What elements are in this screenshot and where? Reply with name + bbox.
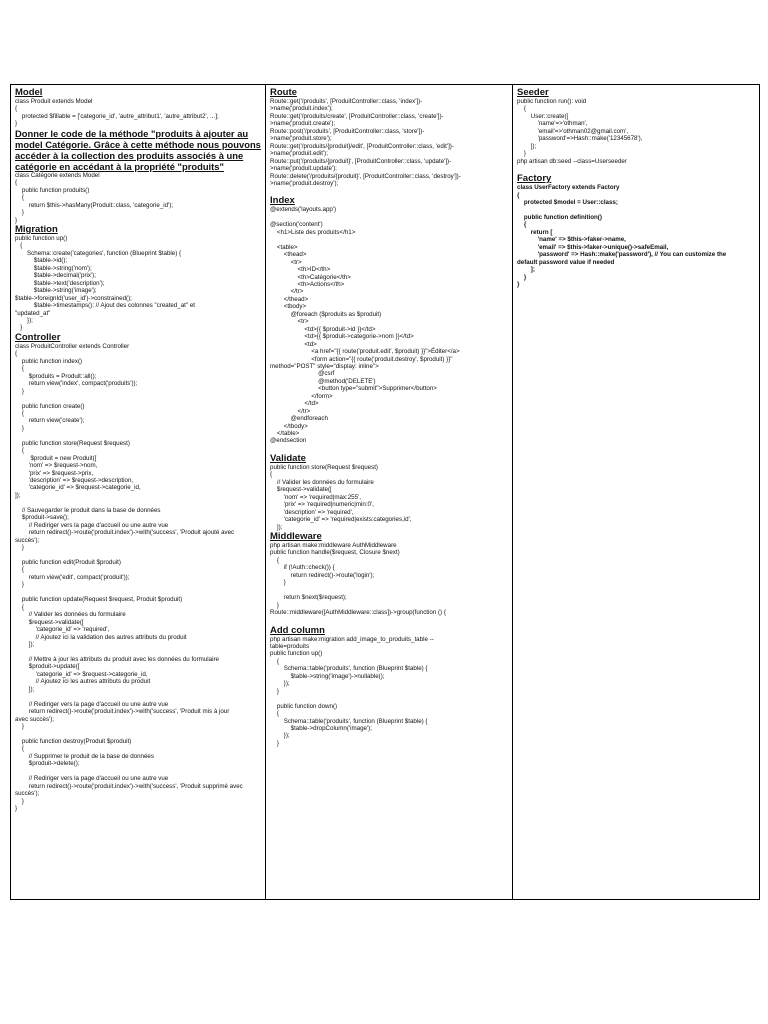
controller-title: Controller [15, 331, 61, 343]
migration-code: public function up() { Schema::create('categories', function (Blueprint $table) { $table->id(); $table->string('nom'); $table->decimal('prix'); $table->text('description'); $table->string('image'); $table->foreignId('user_id')->constrained(); $table->timestamps(); // Ajout des colonnes "created_at" et "updated_at" }); } [15, 234, 195, 332]
controller-code: class ProduitController extends Controller { public function index() { $produits = Produit::all(); return view('index', compact('produits')); } public function create() { return view('create'); } public function store(Request $request) { $produit = new Produit([ 'nom' => $request->nom, 'prix' => $request->prix, 'description' => $request->description, 'categorie_id' => $request->categorie_id, ]); // Sauvegarder le produit dans la base de données $produit->save(); // Rediriger vers la page d'accueil ou une autre vue return redirect()->route('produit.index')->with('success', 'Produit ajouté avec succès'); } public function edit(Produit $produit) { return view('edit', compact('produit')); } public function update(Request $request, Produit $produit) { // Valider les données du formulaire $request->validate([ 'categorie_id' => 'required', // Ajoutez ici la validation des autres attributs du produit ]); // Mettre à jour les attributs du produit avec les données du formulaire $produit->update([ 'categorie_id' => $request->categorie_id, // Ajoutez ici les autres attributs du produit ]); // Rediriger vers la page d'accueil ou une autre vue return redirect()->route('produit.index')->with('success', 'Produit mis à jour avec succès'); } public function destroy(Produit $produit) { // Supprimer le produit de la base de données $produit->delete(); // Rediriger vers la page d'accueil ou une autre vue return redirect()->route('produit.index')->with('success', 'Produit supprimé avec succès'); } } [15, 342, 243, 812]
column-seeder-factory [513, 85, 759, 899]
addcolumn-title: Add column [270, 624, 325, 636]
model-title: Model [15, 87, 43, 98]
addcolumn-code: php artisan make:migration add_image_to_produits_table -- table=produits public function up() { Schema::table('produits', function (Blueprint $table) { $table->string('image')->nullable(); }); } public function down() { Schema::table('produits', function (Blueprint $table) { $table->dropColumn('image'); }); } [270, 635, 434, 747]
validate-title: Validate [270, 452, 306, 464]
middleware-title: Middleware [270, 531, 322, 543]
factory-title: Factory [517, 173, 552, 185]
categorie-model-code: class Catégorie extends Model { public function produits() { return $this->hasMany(Produit::class, 'categorie_id'); } } [15, 171, 173, 224]
seeder-code: public function run(): void { User::create([ 'name'=>'othman', 'email'=>'othman02@gmail.com', 'password'=>Hash::make('12345678'), ]); } php artisan db:seed --class=Userseeder [517, 98, 643, 165]
question-text: Donner le code de la méthode "produits à ajouter au model Catégorie. Grâce à cette méthode nous pouvons accéder à la collection des produits associés à une catégorie en accédant à la propriété "produits" [15, 127, 261, 172]
migration-title: Migration [15, 223, 58, 235]
factory-code: class UserFactory extends Factory { protected $model = User::class; public function definition() { return [ 'name' => $this->faker->name, 'email' => $this->faker->unique()->safeEmail, 'password' => Hash::make('password'), // You can customize the default password value if needed ]; } } [517, 184, 727, 288]
middleware-code: php artisan make:middleware AuthMiddleware public function handle($request, Closure $next) { if (!Auth::check()) { return redirect()->route('login'); } return $next($request); } Route::middleware([AuthMiddleware::class])->group(function () { [270, 542, 446, 617]
cheat-sheet-table [10, 84, 760, 900]
column-route-index [266, 85, 513, 899]
index-title: Index [270, 195, 295, 207]
validate-code: public function store(Request $request) { // Valider les données du formulaire $request->validate([ 'nom' => 'required|max:255', 'prix' => 'required|numeric|min:0', 'description' => 'required', 'categorie_id' => 'required|exists:categories,id', ]); [270, 463, 412, 531]
column-model-controller [11, 85, 266, 899]
route-code: Route::get('/produits', [ProduitController::class, 'index'])- >name('produit.index'); Route::get('/produits/create', [ProduitController::class, 'create'])- >name('produit.create'); Route::post('/produits', [ProduitController::class, 'store'])- >name('produit.store'); Route::get('/produits/{produit}/edit', [ProduitController::class, 'edit'])- >name('produit.edit'); Route::put('/produits/{produit}', [ProduitController::class, 'update'])- >name('produit.update'); Route::delete('/produits/{produit}', [ProduitController::class, 'destroy'])- >name('produit.destroy'); [270, 98, 461, 187]
index-code: @extends('layouts.app') @section('content') <h1>Liste des produits</h1> <table> <thead> <tr> <th>ID</th> <th>Catégorie</th> <th>Actions</th> </tr> </thead> <tbody> @foreach ($produits as $produit) <tr> <td>{{ $produit->id }}</td> <td>{{ $produit->categorie->nom }}</td> <td> <a href="{{ route('produit.edit', $produit) }}">Éditer</a> <form action="{{ route('produit.destroy', $produit) }}" method="POST" style="display: inline"> @csrf @method('DELETE') <button type="submit">Supprimer</button> </form> </td> </tr> @endforeach </tbody> </table> @endsection [270, 206, 460, 445]
seeder-title: Seeder [517, 87, 549, 98]
model-code: class Produit extends Model { protected $fillable = ['categorie_id', 'autre_attribut1', 'autre_attribut2', ...]; } [15, 98, 219, 128]
route-title: Route [270, 87, 297, 98]
